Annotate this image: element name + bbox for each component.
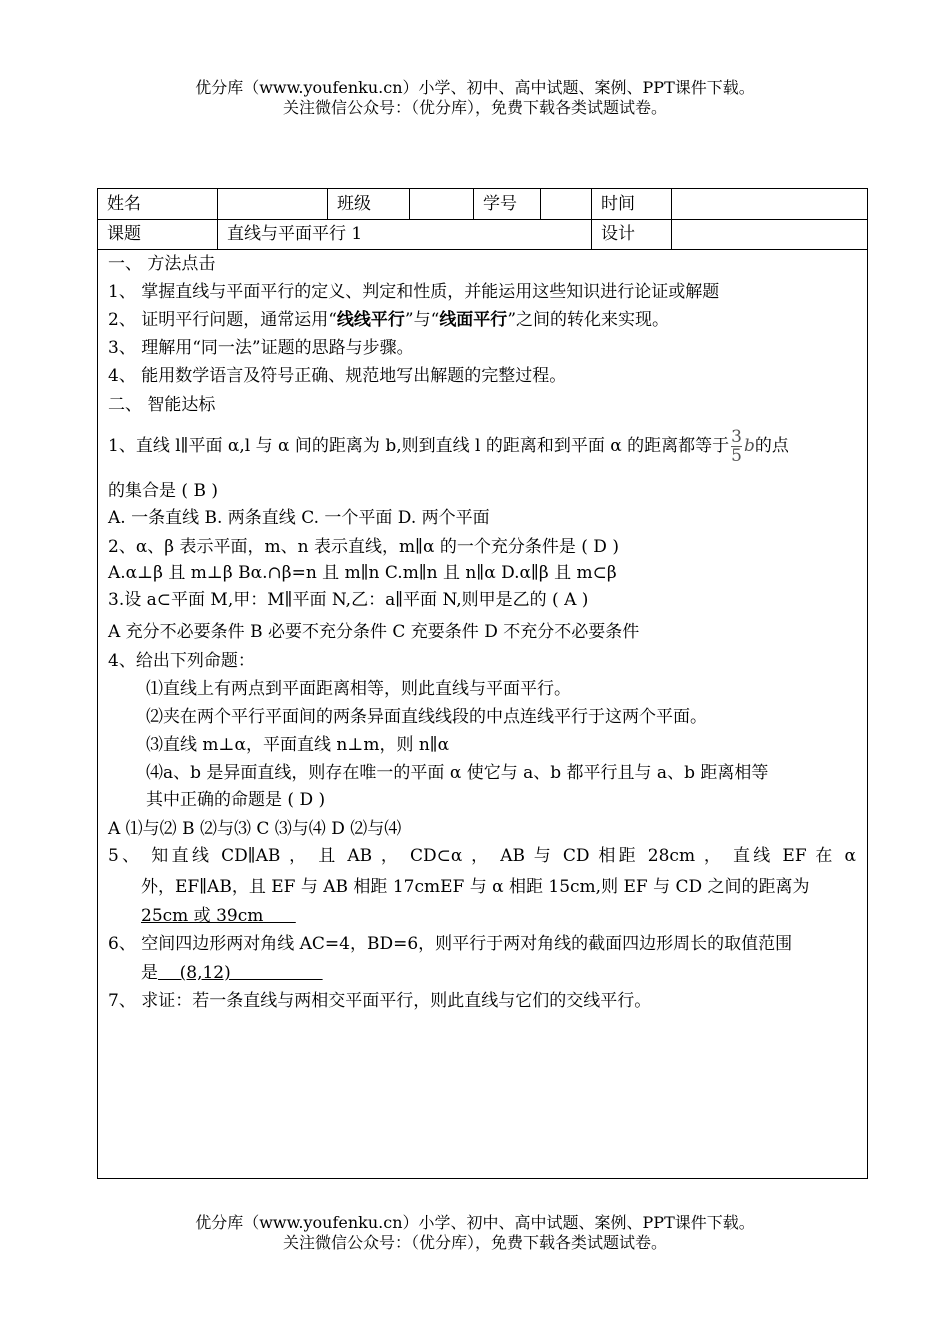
header-line-1: 优分库（www.youfenku.cn）小学、初中、高中试题、案例、PPT课件下载。 <box>195 78 755 97</box>
method-item-1: 1、 掌握直线与平面平行的定义、判定和性质，并能运用这些知识进行论证或解题 <box>108 282 720 302</box>
method-item-2: 2、 证明平行问题，通常运用“线线平行”与“线面平行”之间的转化来实现。 <box>108 310 670 330</box>
class-value[interactable] <box>410 189 474 219</box>
question-1-answer: 的集合是 ( B ) <box>108 481 218 501</box>
section2-heading: 二、 智能达标 <box>108 395 216 415</box>
question-5-line-1: 5、 知直线 CD∥AB ， 且 AB ， CD⊂α ， AB 与 CD 相距 28cm ， 直线 EF 在 α <box>108 846 856 866</box>
worksheet-table <box>97 188 868 1179</box>
id-label: 学号 <box>474 189 541 219</box>
name-label: 姓名 <box>98 189 218 219</box>
method-item-3: 3、 理解用“同一法”证题的思路与步骤。 <box>108 338 414 358</box>
proposition-1: ⑴直线上有两点到平面距离相等，则此直线与平面平行。 <box>146 679 571 699</box>
design-value[interactable] <box>672 219 868 249</box>
footer-line-2: 关注微信公众号：（优分库），免费下载各类试题试卷。 <box>282 1233 667 1252</box>
id-value[interactable] <box>541 189 592 219</box>
question-5-answer: 25cm 或 39cm <box>141 906 296 926</box>
question-2-options: A.α⊥β 且 m⊥β Bα.∩β=n 且 m∥n C.m∥n 且 n∥α D.α∥β 且 m⊂β <box>108 563 617 583</box>
design-label: 设计 <box>592 219 672 249</box>
question-1: 1、直线 l∥平面 α,l 与 α 间的距离为 b,则到直线 l 的距离和到平面 α 的距离都等于 $\frac{3}{5}$ b的点 <box>108 427 789 466</box>
info-row-1 <box>98 189 867 220</box>
question-3: 3.设 a⊂平面 M,甲：M∥平面 N,乙：a∥平面 N,则甲是乙的 ( A ) <box>108 590 589 610</box>
info-row-2 <box>98 219 867 250</box>
page-header <box>0 78 950 118</box>
proposition-2: ⑵夹在两个平行平面间的两条异面直线线段的中点连线平行于这两个平面。 <box>146 707 707 727</box>
question-6-line-1: 6、 空间四边形两对角线 AC=4，BD=6，则平行于两对角线的截面四边形周长的取值范围 <box>108 934 793 954</box>
question-2: 2、α、β 表示平面，m、n 表示直线，m∥α 的一个充分条件是 ( D ) <box>108 537 619 557</box>
question-4-answer: 其中正确的命题是 ( D ) <box>146 790 326 810</box>
class-label: 班级 <box>328 189 410 219</box>
question-4: 4、给出下列命题： <box>108 651 255 671</box>
header-line-2: 关注微信公众号：（优分库），免费下载各类试题试卷。 <box>282 98 667 117</box>
question-4-options: A ⑴与⑵ B ⑵与⑶ C ⑶与⑷ D ⑵与⑷ <box>108 819 402 839</box>
question-3-options: A 充分不必要条件 B 必要不充分条件 C 充要条件 D 不充分不必要条件 <box>108 622 640 642</box>
question-6-line-2: 是 (8,12) <box>141 963 323 983</box>
footer-line-1: 优分库（www.youfenku.cn）小学、初中、高中试题、案例、PPT课件下载。 <box>195 1213 755 1232</box>
proposition-3: ⑶直线 m⊥α，平面直线 n⊥m，则 n∥α <box>146 735 450 755</box>
proposition-4: ⑷a、b 是异面直线，则存在唯一的平面 α 使它与 a、b 都平行且与 a、b 距离相等 <box>146 763 769 783</box>
method-item-4: 4、 能用数学语言及符号正确、规范地写出解题的完整过程。 <box>108 366 567 386</box>
question-5-line-2: 外，EF∥AB，且 EF 与 AB 相距 17cmEF 与 α 相距 15cm,则 EF 与 CD 之间的距离为 <box>141 877 810 897</box>
time-label: 时间 <box>592 189 672 219</box>
question-7: 7、 求证：若一条直线与两相交平面平行，则此直线与它们的交线平行。 <box>108 991 652 1011</box>
fraction-three-fifths: $\frac{3}{5}$ <box>731 427 742 466</box>
question-1-options: A. 一条直线 B. 两条直线 C. 一个平面 D. 两个平面 <box>108 508 490 528</box>
topic-value: 直线与平面平行 1 <box>218 219 592 249</box>
topic-label: 课题 <box>98 219 218 249</box>
page-footer <box>0 1213 950 1253</box>
time-value[interactable] <box>672 189 868 219</box>
question-6-answer: (8,12) <box>158 963 323 983</box>
section1-heading: 一、 方法点击 <box>108 254 216 274</box>
name-value[interactable] <box>218 189 328 219</box>
